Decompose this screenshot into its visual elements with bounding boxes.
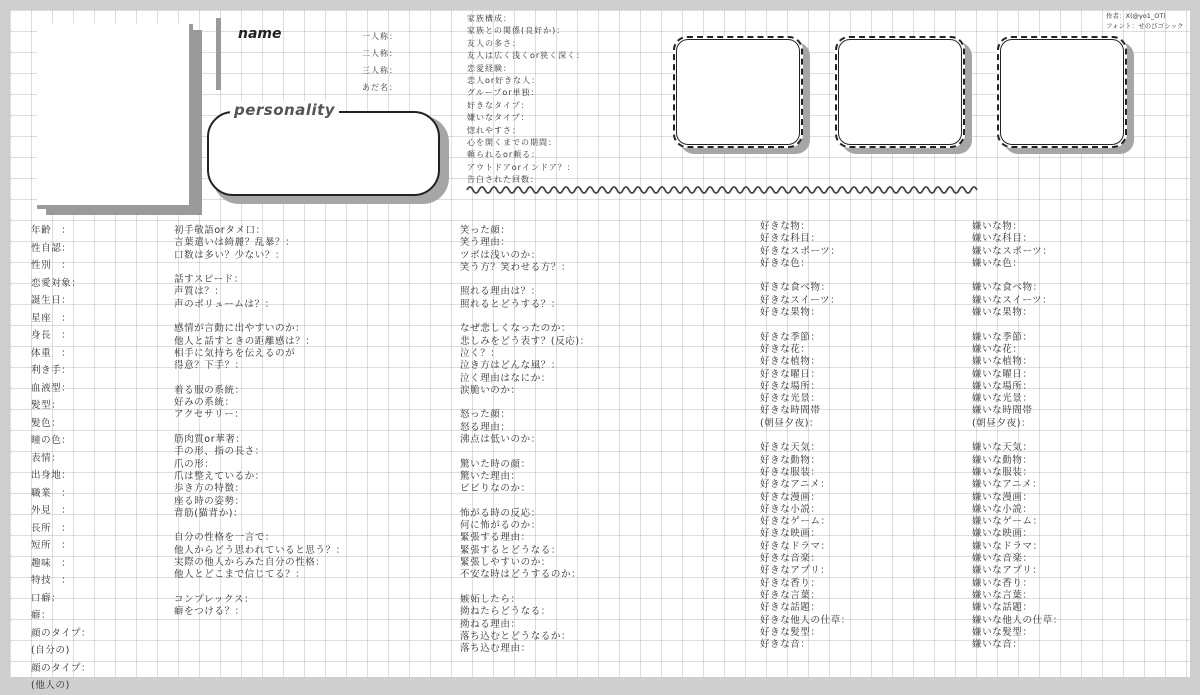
basic-info-field: 年齢 ： xyxy=(31,225,72,236)
group-gap xyxy=(760,270,851,282)
group-gap xyxy=(174,422,346,434)
speech-appearance-field: 他人と話すときの距離感は？： xyxy=(174,335,316,347)
speech-appearance-field: 声質は？： xyxy=(174,286,225,298)
speech-appearance-field: 相手に気持ちを伝えるのが xyxy=(174,347,296,359)
emotion-field: ツボは浅いのか： xyxy=(460,249,541,261)
basic-info-field: 体重 ： xyxy=(31,347,72,359)
like-field: 好きな曜日： xyxy=(760,368,821,380)
dislike-field: 嫌いな物： xyxy=(972,221,1023,232)
basic-info-field: 顔のタイプ： xyxy=(31,662,92,674)
relationship-field: 友人は広く浅くor狭く深く： xyxy=(467,51,586,61)
speech-appearance-field: 口数は多い？少ない？： xyxy=(174,249,286,261)
image-frame-1[interactable] xyxy=(673,36,803,148)
basic-info-field: 瞳の色： xyxy=(31,435,72,446)
credit-author: 作者：X(@yo1_OT) xyxy=(1106,12,1166,20)
basic-info-field: 出身地： xyxy=(31,470,72,481)
basic-info-field: (他人の) xyxy=(31,680,70,691)
emotion-field: 拗ねる理由： xyxy=(460,618,521,630)
dislike-field: (朝昼夕夜)： xyxy=(972,417,1032,429)
likes-column xyxy=(760,221,851,651)
group-gap xyxy=(760,319,851,331)
group-gap xyxy=(460,446,590,458)
group-gap xyxy=(174,311,346,323)
group-gap xyxy=(460,496,590,508)
basic-info-field: 外見 ： xyxy=(31,505,72,516)
group-gap xyxy=(972,319,1063,331)
relationship-field: 家族構成： xyxy=(467,14,512,23)
relationship-field: 友人の多さ： xyxy=(467,38,521,48)
emotion-field: 怒る理由： xyxy=(460,421,511,433)
image-frame-3[interactable] xyxy=(997,36,1127,148)
dislike-field: 嫌いなスポーツ： xyxy=(972,245,1053,257)
basic-info-field: 身長 ： xyxy=(31,330,72,341)
like-field: 好きなスポーツ： xyxy=(760,245,841,257)
like-field: 好きな植物： xyxy=(760,356,821,368)
basic-info-field: 星座 ： xyxy=(31,312,72,324)
dislike-field: 嫌いな香り： xyxy=(972,577,1033,589)
dislikes-column xyxy=(972,221,1063,651)
basic-info-field: 血液型： xyxy=(31,382,72,394)
group-gap xyxy=(174,582,346,594)
speech-appearance-field: 感情が言動に出やすいのか： xyxy=(174,323,306,335)
group-gap xyxy=(174,520,346,532)
like-field: 好きな天気： xyxy=(760,442,821,454)
dislike-field: 嫌いな果物： xyxy=(972,307,1033,319)
emotion-field: 拗ねたらどうなる： xyxy=(460,606,551,618)
emotion-field: 緊張しやすいのか： xyxy=(460,557,551,569)
speech-appearance-field: 得意？下手？： xyxy=(174,360,245,372)
basic-info-field: 性自認： xyxy=(31,242,72,254)
dislike-field: 嫌いな言葉： xyxy=(972,589,1033,601)
dislike-field: 嫌いな時間帯 xyxy=(972,405,1033,417)
speech-appearance-field: 爪は整えているか： xyxy=(174,470,265,482)
dislike-field: 嫌いなスイーツ： xyxy=(972,294,1053,306)
dislike-field: 嫌いな場所： xyxy=(972,380,1033,392)
basic-info-field: 癖： xyxy=(31,610,52,621)
emotion-field: 怒った顔： xyxy=(460,409,511,421)
group-gap xyxy=(460,582,590,594)
emotion-field: 驚いた時の顔： xyxy=(460,458,531,470)
emotion-column xyxy=(460,225,590,655)
group-gap xyxy=(972,430,1063,442)
basic-info-field: 特技 ： xyxy=(31,575,72,586)
dislike-field: 嫌いな話題： xyxy=(972,602,1033,614)
dislike-field: 嫌いな服装： xyxy=(972,466,1033,478)
name-accent-bar xyxy=(216,18,221,90)
basic-info-field: 短所 ： xyxy=(31,540,72,551)
emotion-field: 緊張するとどうなる： xyxy=(460,544,562,556)
speech-appearance-field: 初手敬語orタメ口： xyxy=(174,225,266,236)
relationship-field: 嫌いなタイプ： xyxy=(467,113,530,123)
like-field: 好きな動物： xyxy=(760,454,821,466)
dislike-field: 嫌いな漫画： xyxy=(972,491,1033,503)
group-gap xyxy=(460,397,590,409)
group-gap xyxy=(460,311,590,323)
dislike-field: 嫌いな植物： xyxy=(972,356,1033,368)
emotion-field: 泣き方はどんな風？： xyxy=(460,360,562,372)
personality-box[interactable] xyxy=(207,111,440,196)
basic-info-field: 趣味 ： xyxy=(31,557,72,569)
like-field: 好きな科目： xyxy=(760,233,821,245)
relationship-field: グループor単独： xyxy=(467,88,540,98)
profile-sheet xyxy=(10,10,1190,691)
like-field: 好きな時間帯 xyxy=(760,405,821,417)
like-field: 好きな光景： xyxy=(760,393,821,405)
basic-info-field: 性別 ： xyxy=(31,260,72,271)
dislike-field: 嫌いな季節： xyxy=(972,331,1033,343)
like-field: (朝昼夕夜)： xyxy=(760,417,820,429)
credit xyxy=(1106,11,1184,31)
relationship-field: 惚れやすさ： xyxy=(467,125,521,135)
emotion-field: 涙脆いのか： xyxy=(460,384,521,396)
like-field: 好きな映画： xyxy=(760,528,821,540)
emotion-field: 笑う方？笑わせる方？： xyxy=(460,261,572,273)
emotion-field: 泣く？： xyxy=(460,347,501,359)
like-field: 好きなスイーツ： xyxy=(760,294,841,306)
dislike-field: 嫌いな食べ物： xyxy=(972,282,1043,294)
like-field: 好きな食べ物： xyxy=(760,282,831,294)
basic-info-field: 誕生日： xyxy=(31,295,72,306)
like-field: 好きな言葉： xyxy=(760,589,821,601)
dislike-field: 嫌いな映画： xyxy=(972,528,1033,540)
dislike-field: 嫌いな音楽： xyxy=(972,553,1033,565)
basic-info-field: 長所 ： xyxy=(31,522,72,534)
basic-info-field: 表情： xyxy=(31,452,62,464)
like-field: 好きな髪型： xyxy=(760,626,821,638)
emotion-field: 笑う理由： xyxy=(460,237,511,249)
basic-info-field: 髪色： xyxy=(31,417,62,429)
basic-info-field: (自分の) xyxy=(31,645,70,656)
like-field: 好きな小説： xyxy=(760,503,821,515)
speech-appearance-field: 手の形、指の長さ： xyxy=(174,446,265,458)
group-gap xyxy=(760,430,851,442)
speech-appearance-field: アクセサリー： xyxy=(174,409,245,421)
speech-appearance-field: 自分の性格を一言で： xyxy=(174,532,276,544)
image-frame-2[interactable] xyxy=(835,36,965,148)
emotion-field: 嫉妬したら： xyxy=(460,593,521,605)
like-field: 好きなドラマ： xyxy=(760,540,831,552)
like-field: 好きな色： xyxy=(760,257,811,269)
relationship-field: 好きなタイプ： xyxy=(467,100,530,110)
speech-appearance-field: 筋肉質or華奢： xyxy=(174,434,246,446)
emotion-field: なぜ悲しくなったのか： xyxy=(460,323,572,335)
emotion-field: 照れるとどうする？： xyxy=(460,298,562,310)
relationship-list xyxy=(467,13,585,187)
dislike-field: 嫌いな動物： xyxy=(972,454,1033,466)
dislike-field: 嫌いなアプリ： xyxy=(972,565,1043,577)
emotion-field: 沸点は低いのか： xyxy=(460,434,541,446)
speech-appearance-field: 歩き方の特徴： xyxy=(174,483,245,495)
dislike-field: 嫌いなドラマ： xyxy=(972,540,1043,552)
speech-appearance-field: 話すスピード： xyxy=(174,274,244,286)
basic-info-field: 恋愛対象： xyxy=(31,277,82,289)
pronoun-list xyxy=(362,28,398,96)
pronoun-first-person: 一人称： xyxy=(362,32,398,41)
speech-appearance-field: 言葉遣いは綺麗？乱暴？： xyxy=(174,237,296,249)
like-field: 好きなアプリ： xyxy=(760,565,831,577)
dislike-field: 嫌いな光景： xyxy=(972,393,1033,405)
speech-appearance-field: 背筋(猫背か)： xyxy=(174,507,244,519)
relationship-field: 恋愛経験： xyxy=(467,63,512,73)
like-field: 好きなゲーム： xyxy=(760,516,831,528)
emotion-field: 落ち込むとどうなるか： xyxy=(460,630,572,642)
speech-appearance-field: 座る時の姿勢： xyxy=(174,495,245,507)
relationship-field: 頼られるor頼る： xyxy=(467,150,541,160)
credit-font: フォント：せのびゴシック xyxy=(1106,22,1184,30)
emotion-field: 笑った顔： xyxy=(460,225,511,236)
emotion-field: ビビりなのか： xyxy=(460,483,531,495)
photo-frame[interactable] xyxy=(37,24,193,209)
like-field: 好きな香り： xyxy=(760,577,821,589)
speech-appearance-field: 他人からどう思われていると思う？： xyxy=(174,544,346,556)
speech-appearance-field: 好みの系統： xyxy=(174,397,235,409)
like-field: 好きな花： xyxy=(760,343,811,355)
speech-appearance-column xyxy=(174,225,346,619)
emotion-field: 泣く理由はなにか： xyxy=(460,372,551,384)
name-label: name xyxy=(238,26,282,42)
group-gap xyxy=(174,262,346,274)
dislike-field: 嫌いな髪型： xyxy=(972,626,1033,638)
dislike-field: 嫌いなアニメ： xyxy=(972,479,1043,491)
pronoun-nickname: あだ名： xyxy=(362,83,398,92)
emotion-field: 何に怖がるのか： xyxy=(460,520,541,532)
emotion-field: 照れる理由は？： xyxy=(460,286,541,298)
relationship-field: 心を開くまでの期間： xyxy=(467,138,557,148)
relationship-field: 恋人or好きな人： xyxy=(467,76,541,86)
group-gap xyxy=(972,270,1063,282)
like-field: 好きな音： xyxy=(760,639,811,651)
dislike-field: 嫌いなゲーム： xyxy=(972,516,1043,528)
pronoun-second-person: 二人称： xyxy=(362,49,398,58)
dislike-field: 嫌いな色： xyxy=(972,257,1023,269)
like-field: 好きな話題： xyxy=(760,602,821,614)
like-field: 好きな音楽： xyxy=(760,553,821,565)
basic-info-field: 顔のタイプ： xyxy=(31,627,92,639)
wavy-divider xyxy=(465,182,980,198)
dislike-field: 嫌いな音： xyxy=(972,639,1023,651)
basic-info-field: 口癖： xyxy=(31,592,62,604)
pronoun-third-person: 三人称： xyxy=(362,66,398,75)
personality-label: personality xyxy=(230,101,339,119)
speech-appearance-field: 声のボリュームは？： xyxy=(174,298,275,310)
basic-info-field: 髪型： xyxy=(31,400,62,411)
dislike-field: 嫌いな他人の仕草： xyxy=(972,614,1063,626)
relationship-field: 告白された回数： xyxy=(467,175,539,185)
emotion-field: 落ち込む理由： xyxy=(460,643,531,655)
like-field: 好きな漫画： xyxy=(760,491,821,503)
relationship-field: アウトドアorインドア？： xyxy=(467,162,576,172)
speech-appearance-field: 他人とどこまで信じてる？： xyxy=(174,569,306,581)
basic-info-field: 職業 ： xyxy=(31,487,72,499)
basic-info-field: 利き手： xyxy=(31,365,72,376)
speech-appearance-field: 癖をつける？： xyxy=(174,606,245,618)
like-field: 好きな果物： xyxy=(760,307,821,319)
dislike-field: 嫌いな曜日： xyxy=(972,368,1033,380)
emotion-field: 不安な時はどうするのか： xyxy=(460,569,582,581)
speech-appearance-field: 実際の他人からみた自分の性格： xyxy=(174,557,326,569)
group-gap xyxy=(460,274,590,286)
emotion-field: 緊張する理由： xyxy=(460,532,531,544)
dislike-field: 嫌いな科目： xyxy=(972,233,1033,245)
emotion-field: 怖がる時の反応： xyxy=(460,507,541,519)
emotion-field: 驚いた理由： xyxy=(460,470,521,482)
dislike-field: 嫌いな花： xyxy=(972,343,1023,355)
like-field: 好きな他人の仕草： xyxy=(760,614,851,626)
like-field: 好きな場所： xyxy=(760,380,821,392)
like-field: 好きな季節： xyxy=(760,331,821,343)
like-field: 好きな服装： xyxy=(760,466,821,478)
speech-appearance-field: コンプレックス： xyxy=(174,593,255,605)
dislike-field: 嫌いな小説： xyxy=(972,503,1033,515)
speech-appearance-field: 爪の形： xyxy=(174,458,215,470)
like-field: 好きな物： xyxy=(760,221,811,232)
emotion-field: 悲しみをどう表す？(反応)： xyxy=(460,335,590,347)
basic-info-column xyxy=(31,222,91,695)
group-gap xyxy=(174,373,346,385)
relationship-field: 家族との関係(良好か)： xyxy=(467,26,566,36)
speech-appearance-field: 着る服の系統： xyxy=(174,384,245,396)
dislike-field: 嫌いな天気： xyxy=(972,442,1033,454)
like-field: 好きなアニメ： xyxy=(760,479,831,491)
